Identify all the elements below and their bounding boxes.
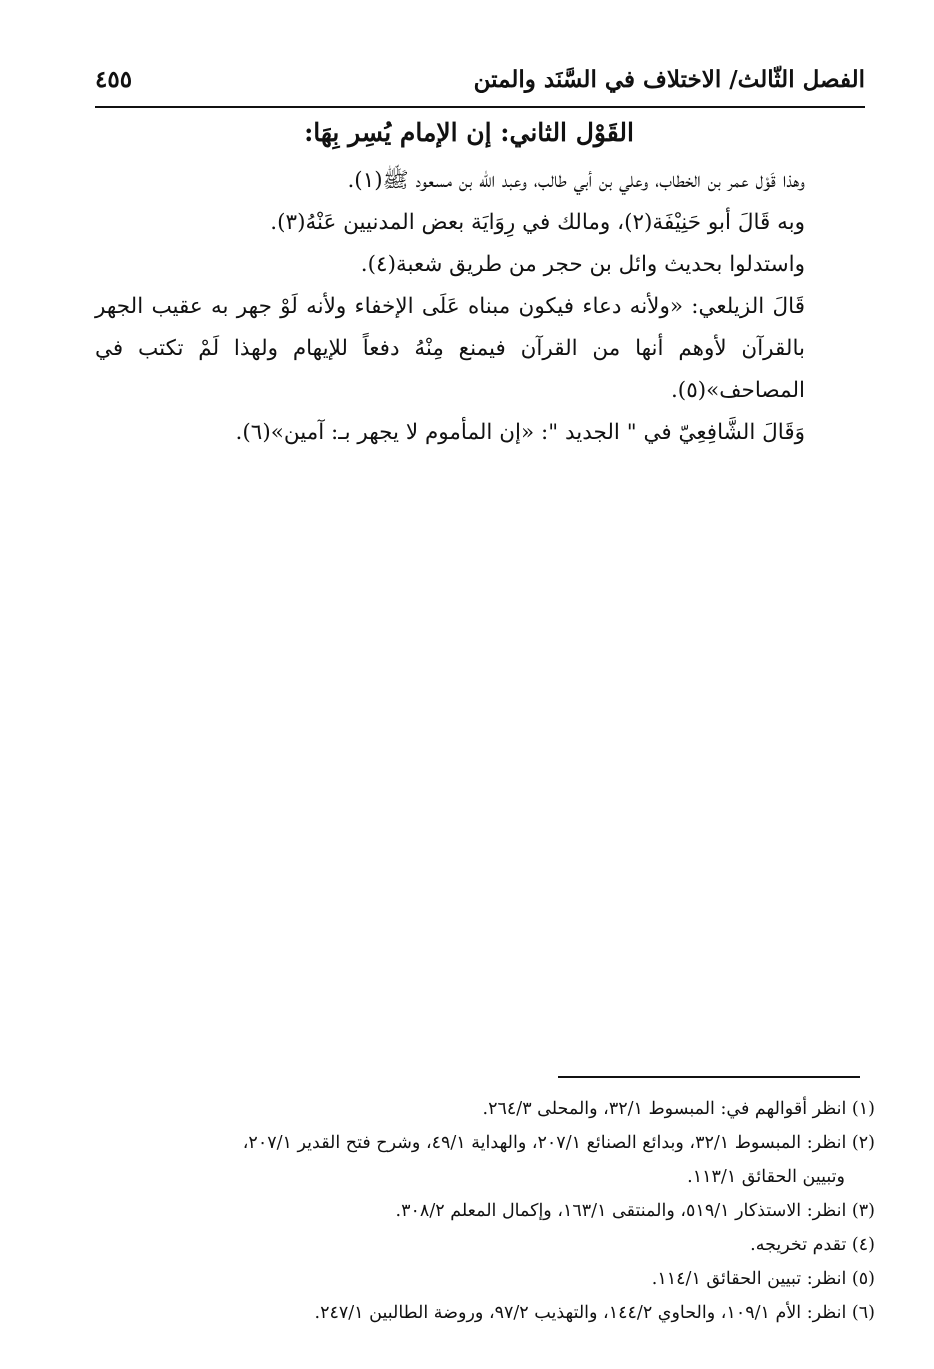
paragraph: وبه قَالَ أبو حَنِيْفَة(٢)، ومالك في رِوَايَة بعض المدنيين عَنْهُ(٣). xyxy=(270,210,805,235)
footnote xyxy=(100,1126,875,1194)
footnote: (٤) تقدم تخريجه. xyxy=(750,1235,875,1255)
paragraph: وَقَالَ الشَّافِعِيّ في " الجديد ": «إن المأموم لا يجهر بـ: آمين»(٦). xyxy=(235,420,805,445)
section-heading: القَوْل الثاني: إن الإمام يُسِر بِهَا: xyxy=(304,118,634,147)
footnote-line: (٢) انظر: المبسوط ٣٢/١، وبدائع الصنائع ٢٠٧/١، والهداية ٤٩/١، وشرح فتح القدير ٢٠٧/١، xyxy=(242,1133,875,1153)
footnote: (٣) انظر: الاستذكار ٥١٩/١، والمنتقى ١٦٣/١، وإكمال المعلم ٣٠٨/٢. xyxy=(395,1201,875,1221)
footnote-separator xyxy=(558,1076,860,1078)
main-text xyxy=(95,160,865,454)
paragraph: قَالَ الزيلعي: «ولأنه دعاء فيكون مبناه عَلَى الإخفاء ولأنه لَوْ جهر به عقيب الجهر بالقرآن لأوهم أنها من القرآن فيمنع مِنْهُ دفعاً للإيهام ولهذا لَمْ تكتب في المصاحف»(٥). xyxy=(95,294,805,403)
footnote-continuation: وتبيين الحقائق ١١٣/١. xyxy=(687,1167,845,1187)
page-header xyxy=(95,62,865,108)
footnote: (٥) انظر: تبيين الحقائق ١١٤/١. xyxy=(651,1269,875,1289)
paragraph: وهذا قَوْل عمر بن الخطاب، وعلي بن أبي طالب، وعبد الله بن مسعود ﷺ(١). xyxy=(347,168,805,193)
running-title: الفصل الثّالث/ الاختلاف في السَّنَد والمتن xyxy=(473,66,865,93)
footnote: (١) انظر أقوالهم في: المبسوط ٣٢/١، والمحلى ٢٦٤/٣. xyxy=(482,1099,875,1119)
paragraph: واستدلوا بحديث وائل بن حجر من طريق شعبة(٤). xyxy=(360,252,805,277)
page-number: ٤٥٥ xyxy=(95,66,133,93)
footnote: (٦) انظر: الأم ١٠٩/١، والحاوي ١٤٤/٢، والتهذيب ٩٧/٢، وروضة الطالبين ٢٤٧/١. xyxy=(314,1303,875,1323)
footnotes xyxy=(100,1092,875,1330)
